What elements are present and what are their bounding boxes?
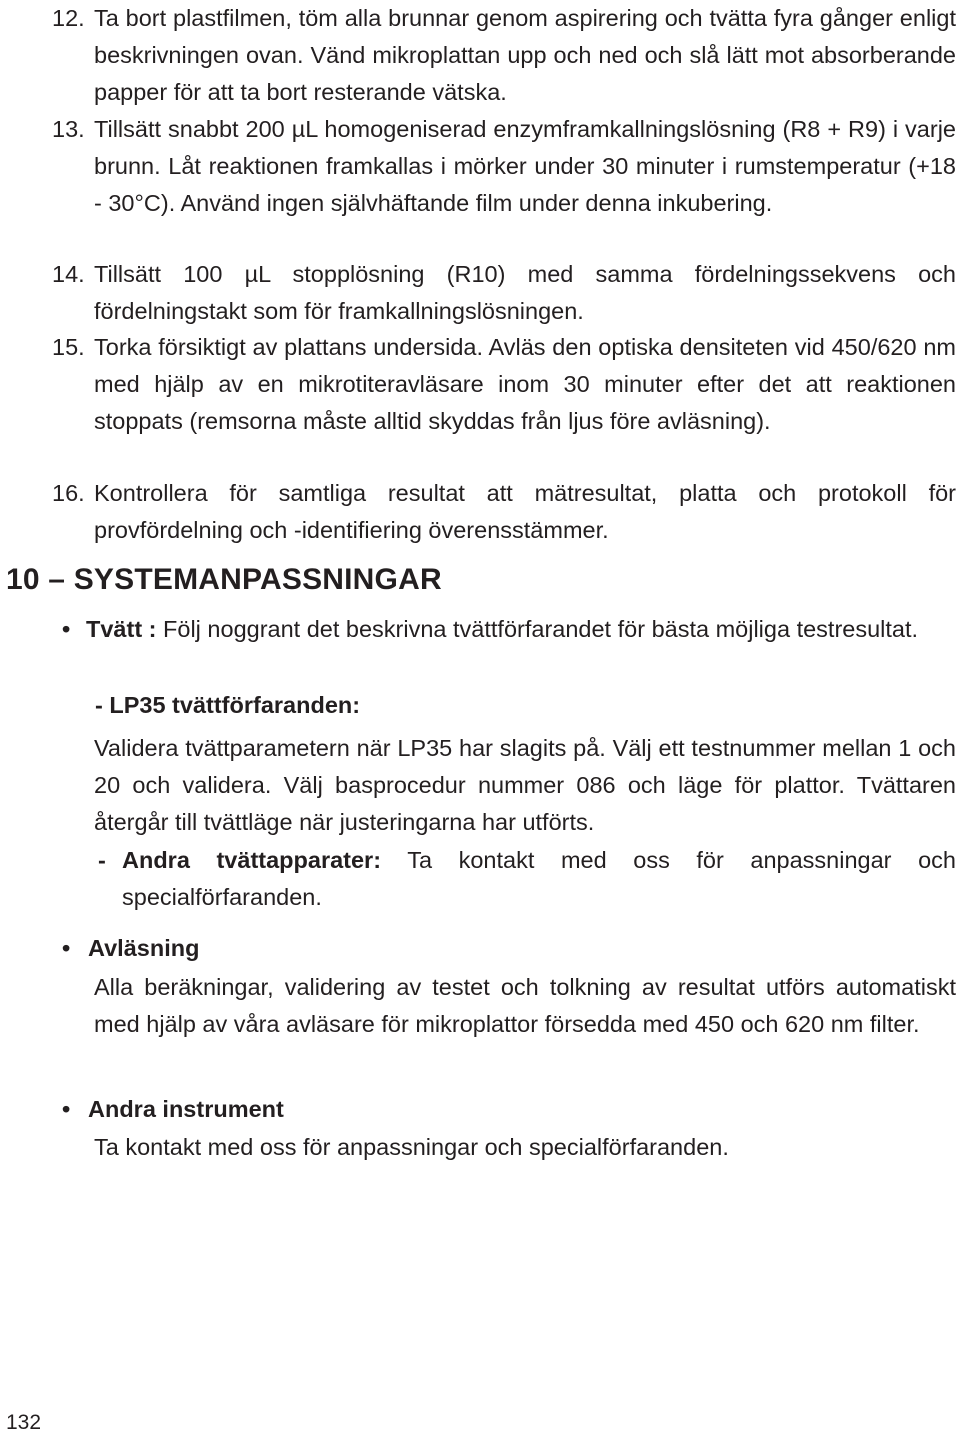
step-text: Tillsätt 100 µL stopplösning (R10) med samma fördelningssekvens och fördelningstakt som för framkallningslösningen. bbox=[94, 261, 956, 324]
bullet-label: Andra instrument bbox=[88, 1096, 284, 1122]
step-14 bbox=[52, 256, 956, 330]
section-heading: 10 – SYSTEMANPASSNINGAR bbox=[6, 563, 442, 596]
step-number: 16. bbox=[52, 480, 85, 506]
step-text: Torka försiktigt av plattans undersida. Avläs den optiska densiteten vid 450/620 nm med hjälp av en mikrotiteravläsare inom 30 minuter efter det att reaktionen stoppats (remsorna måste alltid skyddas från ljus före avläsning). bbox=[94, 334, 956, 434]
bullet-icon: • bbox=[62, 616, 71, 642]
other-washers-text: Ta kontakt med oss för anpassningar och specialförfaranden. bbox=[122, 847, 956, 910]
step-text: Kontrollera för samtliga resultat att mätresultat, platta och protokoll för provfördelning och -identifiering överensstämmer. bbox=[94, 480, 956, 543]
avlasning-text: Alla beräkningar, validering av testet och tolkning av resultat utförs automatiskt med hjälp av våra avläsare för mikroplattor försedda med 450 och 620 nm filter. bbox=[94, 974, 956, 1037]
step-13 bbox=[52, 111, 956, 221]
bullet-avlasning bbox=[62, 930, 956, 967]
bullet-text: Följ noggrant det beskrivna tvättförfarandet för bästa möjliga testresultat. bbox=[156, 616, 919, 642]
page-number: 132 bbox=[6, 1411, 42, 1434]
lp35-text: Validera tvättparametern när LP35 har slagits på. Välj ett testnummer mellan 1 och 20 och validera. Välj basprocedur nummer 086 och läge för plattor. Tvättaren återgår till tvättläge när justeringarna har utförts. bbox=[94, 735, 956, 835]
step-text: Tillsätt snabbt 200 µL homogeniserad enzymframkallningslösning (R8 + R9) i varje brunn. Låt reaktionen framkallas i mörker under 30 minuter i rumstemperatur (+18 - 30°C). Använd ingen självhäftande film under denna inkubering. bbox=[94, 116, 956, 216]
bullet-icon: • bbox=[62, 1096, 71, 1122]
bullet-label: Tvätt : bbox=[86, 616, 157, 642]
lp35-heading: - LP35 tvättförfaranden: bbox=[95, 692, 361, 718]
bullet-icon: • bbox=[62, 935, 71, 961]
instrument-text: Ta kontakt med oss för anpassningar och specialförfaranden. bbox=[94, 1134, 729, 1160]
other-washers-dash: - bbox=[98, 847, 106, 873]
step-number: 13. bbox=[52, 116, 85, 142]
bullet-label: Avläsning bbox=[88, 935, 200, 961]
step-12 bbox=[52, 0, 956, 110]
step-text: Ta bort plastfilmen, töm alla brunnar genom aspirering och tvätta fyra gånger enligt beskrivningen ovan. Vänd mikroplattan upp och ned och slå lätt mot absorberande papper för att ta bort resterande vätska. bbox=[94, 5, 956, 105]
bullet-tvatt bbox=[62, 611, 956, 648]
step-15 bbox=[52, 329, 956, 439]
step-16 bbox=[52, 475, 956, 549]
step-number: 14. bbox=[52, 261, 85, 287]
bullet-instrument bbox=[62, 1091, 956, 1128]
other-washers bbox=[94, 842, 956, 916]
other-washers-label: Andra tvättapparater: bbox=[122, 847, 382, 873]
step-number: 12. bbox=[52, 5, 85, 31]
step-number: 15. bbox=[52, 334, 85, 360]
